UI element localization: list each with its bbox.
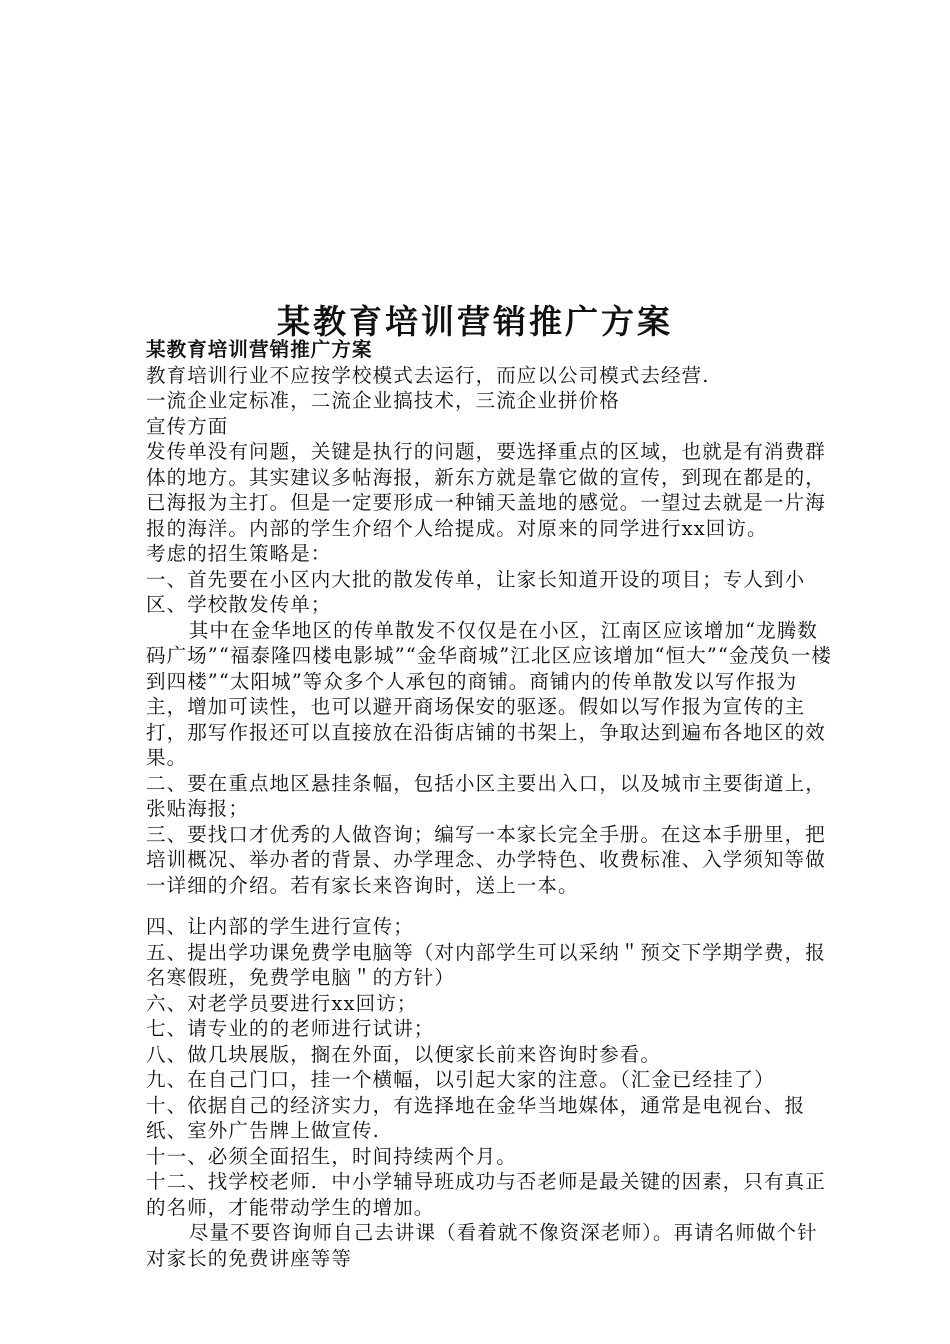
paragraph: 发传单没有问题，关键是执行的问题，要选择重点的区域，也就是有消费群体的地方。其实建议多帖海报，新东方就是靠它做的宣传，到现在都是的，已海报为主打。但是一定要形成一种铺天盖地的感觉。一望过去就是一片海报的海洋。内部的学生介绍个人给提成。对原来的同学进行xx回访。 bbox=[146, 440, 826, 540]
paragraph: 其中在金华地区的传单散发不仅仅是在小区，江南区应该增加“龙腾数码广场”“福泰隆四楼电影城”“金华商城”江北区应该增加“恒大”“金茂负一楼到四楼”“太阳城”等众多个人承包的商铺。商铺内的传单散发以写作报为主，增加可读性，也可以避开商场保安的驱逐。假如以写作报为宣传的主打，那写作报还可以直接放在沿街店铺的书架上，争取达到遍布各地区的效果。 bbox=[146, 618, 832, 769]
paragraph: 教育培训行业不应按学校模式去运行，而应以公司模式去经营. bbox=[146, 363, 710, 387]
list-item: 八、做几块展版，搁在外面，以便家长前来咨询时参看。 bbox=[146, 1042, 662, 1066]
paragraph: 尽量不要咨询师自己去讲课（看着就不像资深老师）。再请名师做个针对家长的免费讲座等等 bbox=[146, 1221, 818, 1270]
list-item: 十二、找学校老师．中小学辅导班成功与否老师是最关键的因素，只有真正的名师，才能带动学生的增加。 bbox=[146, 1170, 826, 1219]
paragraph: 考虑的招生策略是： bbox=[146, 542, 332, 565]
document-subtitle: 某教育培训营销推广方案 bbox=[146, 338, 373, 361]
list-item: 九、在自己门口，挂一个横幅，以引起大家的注意。（汇金已经挂了） bbox=[146, 1068, 775, 1091]
section-heading: 宣传方面 bbox=[146, 414, 229, 438]
list-item: 二、要在重点地区悬挂条幅，包括小区主要出入口，以及城市主要街道上，张贴海报； bbox=[146, 771, 826, 820]
paragraph: 一流企业定标准，二流企业搞技术，三流企业拼价格 bbox=[146, 389, 620, 412]
list-item: 七、请专业的的老师进行试讲； bbox=[146, 1017, 435, 1040]
list-item: 六、对老学员要进行xx回访； bbox=[146, 991, 418, 1015]
list-item: 五、提出学功课免费学电脑等（对内部学生可以采纳＂预交下学期学费，报名寒假班，免费学电脑＂的方针） bbox=[146, 940, 826, 989]
list-item: 一、首先要在小区内大批的散发传单，让家长知道开设的项目；专人到小区、学校散发传单； bbox=[146, 567, 806, 616]
list-item: 三、要找口才优秀的人做咨询；编写一本家长完全手册。在这本手册里，把培训概况、举办者的背景、办学理念、办学特色、收费标准、入学须知等做一详细的介绍。若有家长来咨询时，送上一本。 bbox=[146, 822, 826, 897]
document-title: 某教育培训营销推广方案 bbox=[277, 302, 673, 341]
list-item: 十一、必须全面招生，时间持续两个月。 bbox=[146, 1144, 517, 1168]
document-body bbox=[146, 337, 832, 1271]
list-item: 十、依据自己的经济实力，有选择地在金华当地媒体，通常是电视台、报纸、室外广告牌上做宣传. bbox=[146, 1093, 806, 1142]
list-item: 四、让内部的学生进行宣传； bbox=[146, 915, 414, 938]
